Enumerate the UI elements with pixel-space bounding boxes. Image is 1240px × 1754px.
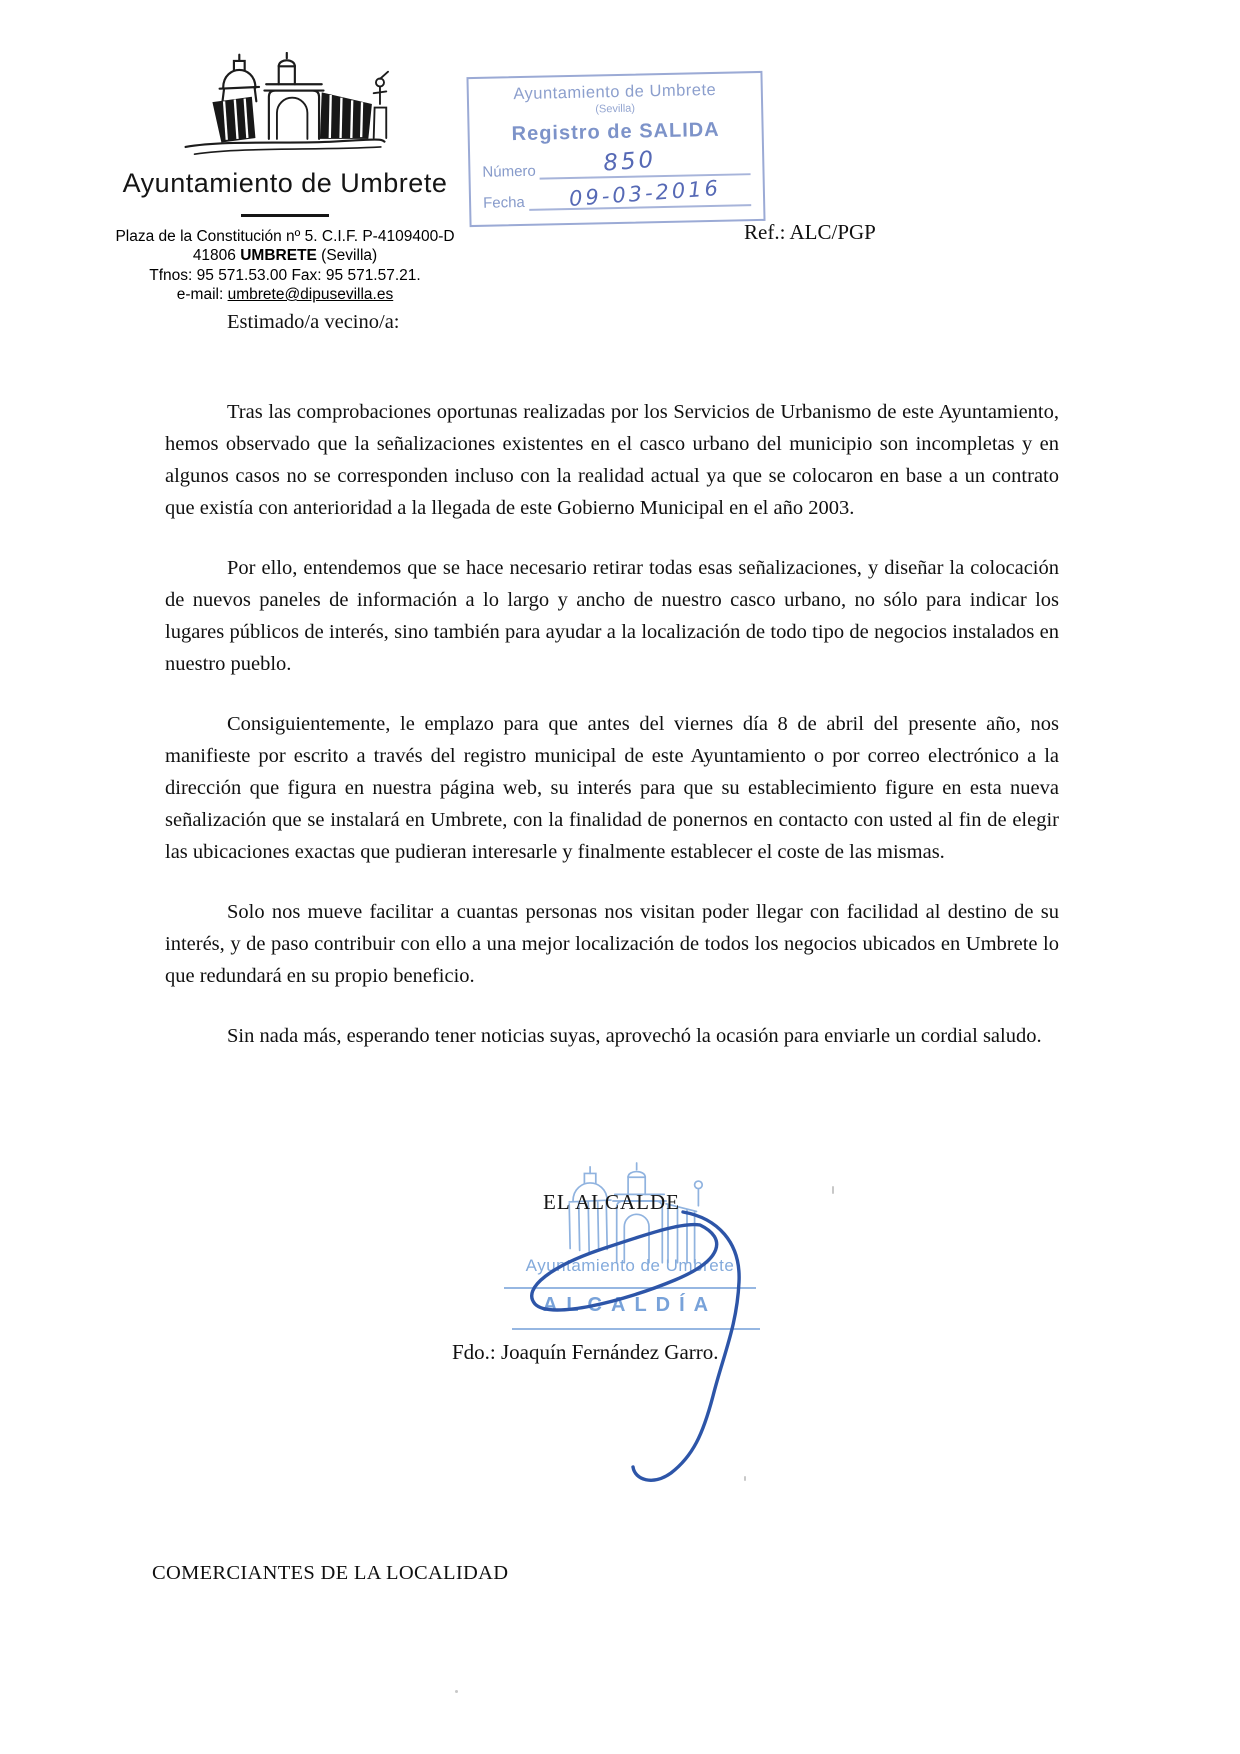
stamp-province: (Sevilla) — [595, 102, 636, 116]
address-block — [108, 227, 462, 305]
letter-body — [165, 306, 1059, 1080]
stamp-org: Ayuntamiento de Umbrete — [513, 80, 717, 104]
alcaldia-stamp-org: Ayuntamiento de Umbrete — [525, 1256, 735, 1275]
address-line: 41806 UMBRETE (Sevilla) — [192, 247, 378, 264]
org-name: Ayuntamiento de Umbrete — [122, 168, 448, 198]
fecha-handwritten-value: 09-03-2016 — [567, 175, 722, 211]
paragraph: Solo nos mueve facilitar a cuantas personas nos visitan poder llegar con facilidad al destino de su interés, y de paso contribuir con ello a una mejor localización de todos los negocios ubicados en Umbrete lo que redundará en su propio beneficio. — [165, 901, 1059, 987]
alcaldia-stamp-office: ALCALDÍA — [542, 1294, 718, 1316]
letterhead — [108, 52, 462, 305]
fecha-label: Fecha — [482, 193, 525, 212]
scan-artifact — [744, 1476, 746, 1481]
umbrete-arch-logo-icon — [179, 52, 391, 164]
pen-signature-icon — [495, 1160, 795, 1490]
stamp-title: Registro de SALIDA — [511, 118, 720, 146]
address-line: Tfnos: 95 571.53.00 Fax: 95 571.57.21. — [149, 266, 421, 284]
stamp-fecha-row — [482, 175, 751, 212]
paragraph: Sin nada más, esperando tener noticias suyas, aprovechó la ocasión para enviarle un cordial saludo. — [227, 1025, 1042, 1047]
scan-artifact — [832, 1186, 834, 1194]
email-address: umbrete@dipusevilla.es — [227, 286, 394, 303]
recipients-line: COMERCIANTES DE LA LOCALIDAD — [152, 1562, 509, 1584]
numero-handwritten-value: 850 — [601, 146, 657, 177]
address-line: e-mail: umbrete@dipusevilla.es — [176, 286, 394, 303]
reference-line: Ref.: ALC/PGP — [744, 220, 876, 244]
paragraph: Tras las comprobaciones oportunas realizadas por los Servicios de Urbanismo de este Ayuntamiento, hemos observado que la señalizaciones existentes en el casco urbano del municipio son incompletas y en algunos casos no se corresponden incluso con la realidad actual ya que se colocaron en base a un contrato que existía con anterioridad a la llegada de este Gobierno Municipal en el año 2003. — [165, 401, 1059, 519]
numero-label: Número — [482, 162, 536, 181]
address-line: Plaza de la Constitución nº 5. C.I.F. P-4109400-D — [115, 227, 455, 245]
scan-artifact — [455, 1690, 458, 1693]
salutation: Estimado/a vecino/a: — [227, 311, 400, 333]
fecha-line — [529, 175, 751, 211]
paragraph: Por ello, entendemos que se hace necesario retirar todas esas señalizaciones, y diseñar la colocación de nuevos paneles de información a lo largo y ancho de nuestro casco urbano, no sólo para indicar los lugares públicos de interés, sino también para ayudar a la localización de todo tipo de negocios instalados en nuestro pueblo. — [165, 557, 1059, 675]
registro-salida-stamp — [466, 71, 765, 227]
paragraph: Consiguientemente, le emplazo para que antes del viernes día 8 de abril del presente año, nos manifieste por escrito a través del registro municipal de este Ayuntamiento o por correo electrónico a la dirección que figura en nuestra página web, su interés para que su establecimiento figure en esta nueva señalización que se instalará en Umbrete, con la finalidad de ponernos en contacto con usted al fin de elegir las ubicaciones exactas que pudieran interesarle y finalmente establecer el coste de las mismas. — [165, 713, 1059, 863]
header-divider — [241, 214, 329, 217]
signature-title: EL ALCALDE — [543, 1190, 680, 1214]
signer-line: Fdo.: Joaquín Fernández Garro. — [452, 1340, 719, 1364]
